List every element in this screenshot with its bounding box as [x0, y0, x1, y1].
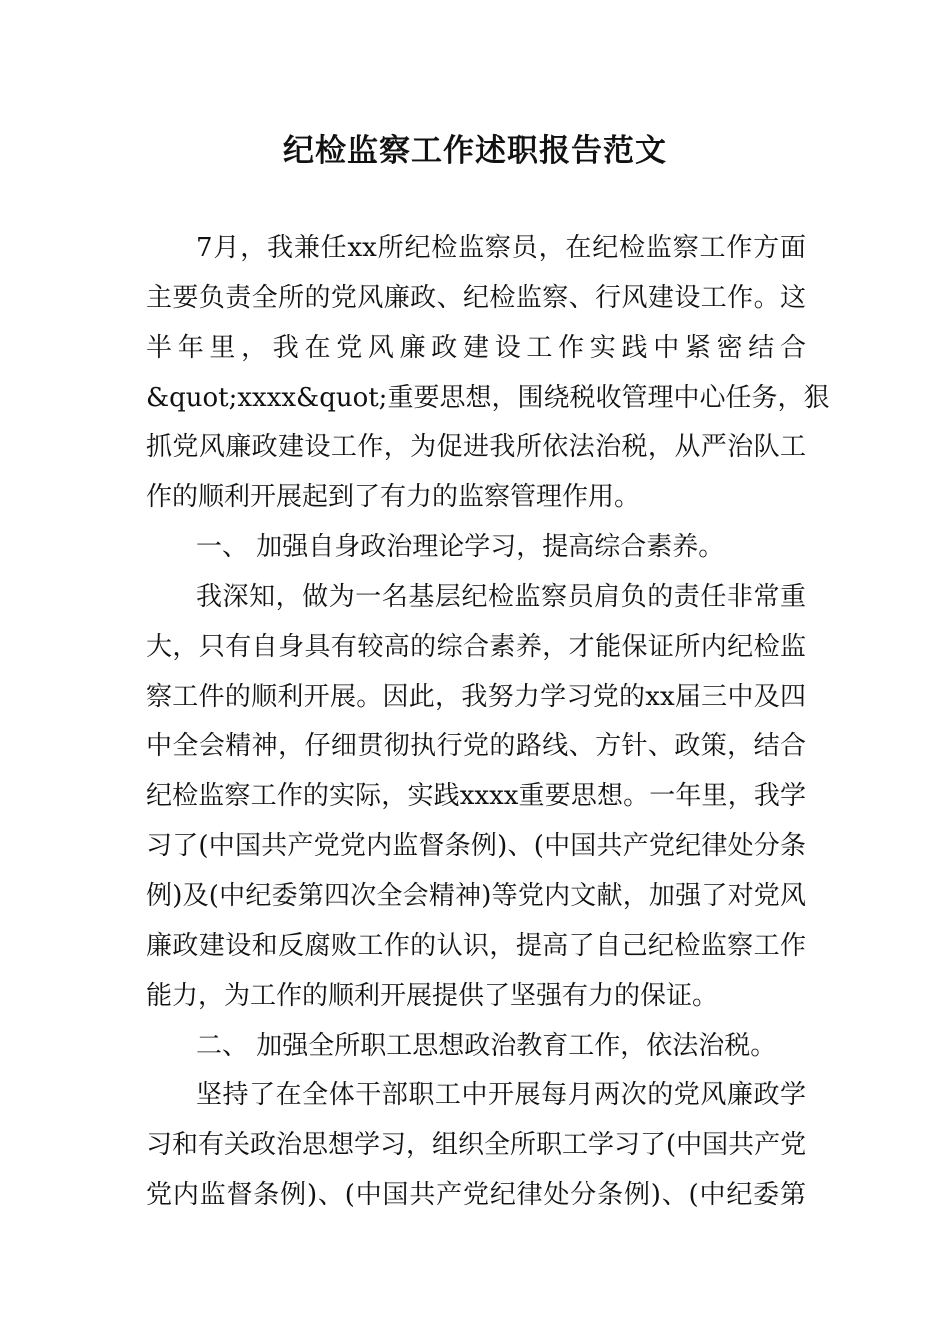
paragraph-line: 习和有关政治思想学习，组织全所职工学习了(中国共产党	[146, 1130, 807, 1160]
paragraph-line: 抓党风廉政建设工作，为促进我所依法治税，从严治队工	[146, 432, 806, 462]
paragraph-line: 党内监督条例)、(中国共产党纪律处分条例)、(中纪委第	[146, 1180, 806, 1210]
section-heading: 二、 加强全所职工思想政治教育工作，依法治税。	[196, 1031, 777, 1061]
paragraph-line: 廉政建设和反腐败工作的认识，提高了自己纪检监察工作	[146, 931, 806, 961]
paragraph-line: 我深知，做为一名基层纪检监察员肩负的责任非常重	[196, 582, 806, 612]
paragraph-line: 大，只有自身具有较高的综合素养，才能保证所内纪检监	[146, 632, 806, 662]
paragraph-line: 中全会精神，仔细贯彻执行党的路线、方针、政策，结合	[146, 731, 806, 761]
paragraph-line: 纪检监察工作的实际，实践xxxx重要思想。一年里，我学	[146, 781, 806, 811]
paragraph-line: 察工件的顺利开展。因此，我努力学习党的xx届三中及四	[146, 682, 806, 712]
paragraph-line: 主要负责全所的党风廉政、纪检监察、行风建设工作。这	[146, 283, 806, 313]
paragraph-line: 7月，我兼任xx所纪检监察员，在纪检监察工作方面	[196, 233, 806, 263]
document-title: 纪检监察工作述职报告范文	[283, 133, 667, 169]
section-heading: 一、 加强自身政治理论学习，提高综合素养。	[196, 532, 725, 562]
paragraph-line: 能力，为工作的顺利开展提供了坚强有力的保证。	[146, 981, 719, 1011]
paragraph-line: 作的顺利开展起到了有力的监察管理作用。	[146, 482, 641, 512]
paragraph-line: 半年里，我在党风廉政建设工作实践中紧密结合	[146, 333, 806, 363]
paragraph-line: 例)及(中纪委第四次全会精神)等党内文献，加强了对党风	[146, 881, 806, 911]
paragraph-line: 习了(中国共产党党内监督条例)、(中国共产党纪律处分条	[146, 831, 806, 861]
paragraph-line: &quot;xxxx&quot;重要思想，围绕税收管理中心任务，狠	[146, 383, 830, 413]
paragraph-line: 坚持了在全体干部职工中开展每月两次的党风廉政学	[196, 1080, 806, 1110]
